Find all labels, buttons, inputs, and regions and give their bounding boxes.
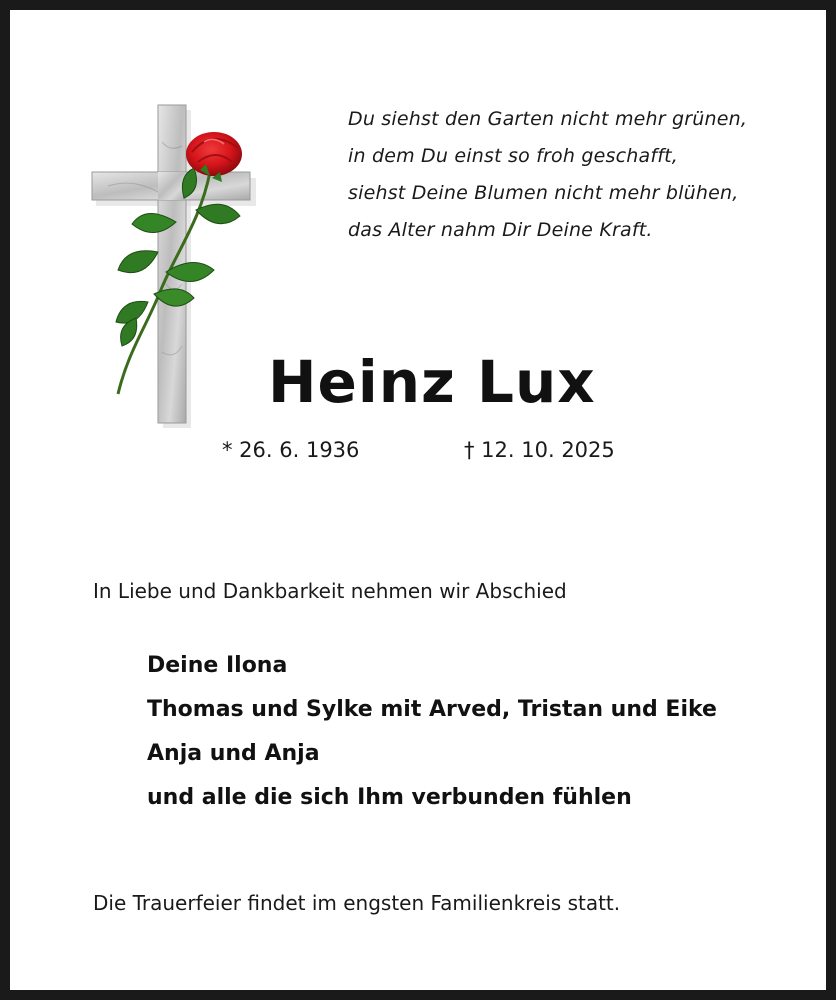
death-date: † 12. 10. 2025: [464, 438, 615, 462]
funeral-note: Die Trauerfeier findet im engsten Familienkreis statt.: [93, 891, 621, 915]
poem-line: in dem Du einst so froh geschafft,: [348, 145, 678, 167]
cross-with-rose-icon: [88, 102, 258, 430]
mourner-line: Anja und Anja: [147, 741, 320, 766]
poem-line: siehst Deine Blumen nicht mehr blühen,: [348, 182, 739, 204]
poem-line: Du siehst den Garten nicht mehr grünen,: [348, 108, 748, 130]
mourner-line: Deine Ilona: [147, 653, 288, 678]
deceased-name: Heinz Lux: [268, 348, 596, 416]
birth-date: * 26. 6. 1936: [222, 438, 360, 462]
mourner-line: und alle die sich Ihm verbunden fühlen: [147, 785, 632, 810]
farewell-text: In Liebe und Dankbarkeit nehmen wir Abschied: [93, 579, 567, 603]
poem-line: das Alter nahm Dir Deine Kraft.: [348, 219, 653, 241]
poem: [348, 101, 747, 249]
mourners-list: [147, 644, 717, 820]
mourner-line: Thomas und Sylke mit Arved, Tristan und Eike: [147, 697, 717, 722]
